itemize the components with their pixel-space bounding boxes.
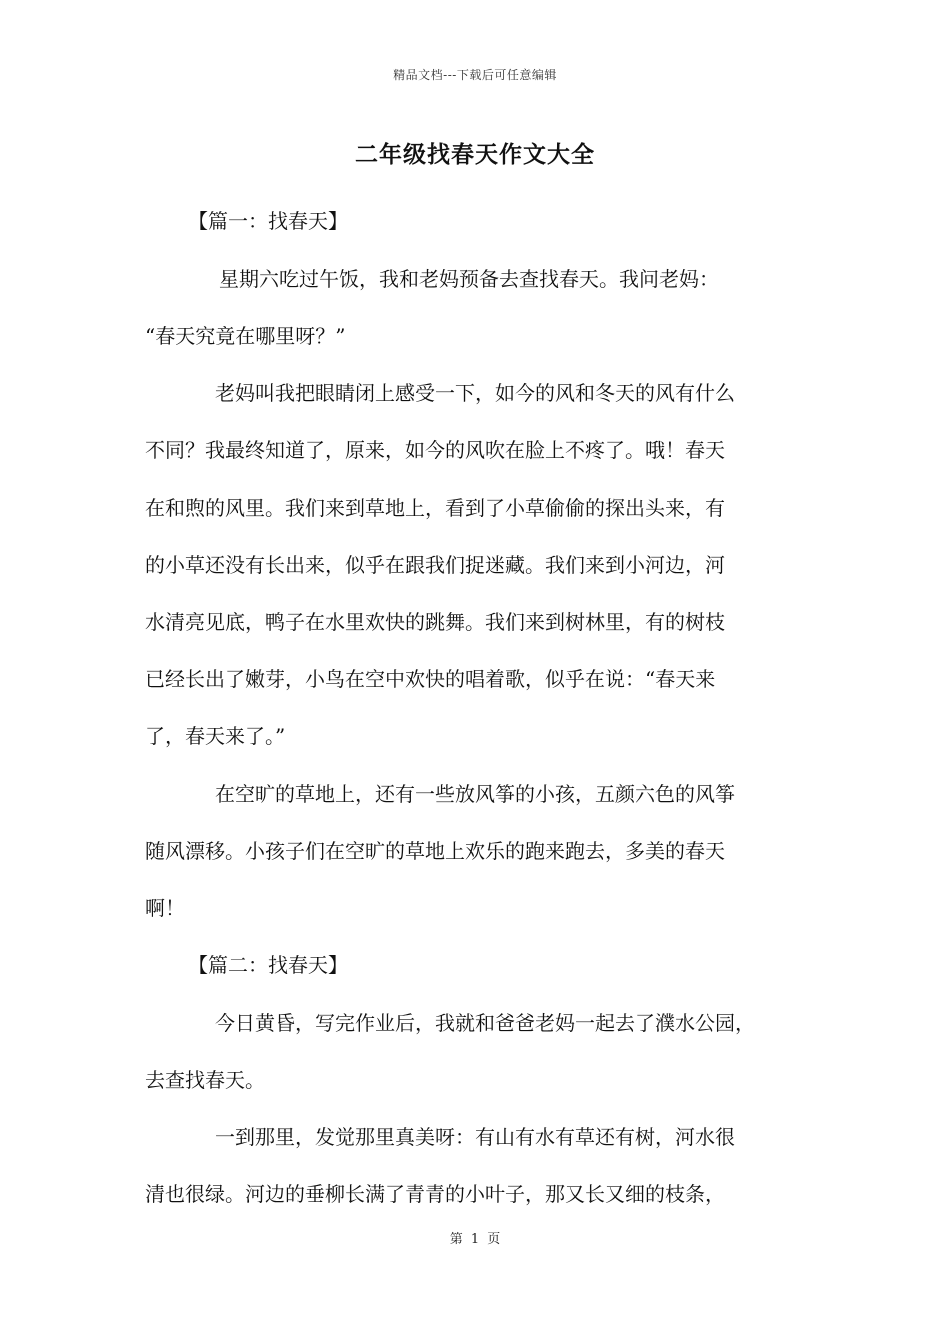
- paragraph-line: 随风漂移。小孩子们在空旷的草地上欢乐的跑来跑去，多美的春天: [145, 839, 725, 863]
- paragraph-line: 水清亮见底，鸭子在水里欢快的跳舞。我们来到树林里，有的树枝: [145, 610, 725, 634]
- paragraph-line: 在空旷的草地上，还有一些放风筝的小孩，五颜六色的风筝: [215, 782, 735, 806]
- paragraph-line: 清也很绿。河边的垂柳长满了青青的小叶子，那又长又细的枝条，: [145, 1182, 725, 1206]
- paragraph-line: 老妈叫我把眼睛闭上感受一下，如今的风和冬天的风有什么: [215, 381, 735, 405]
- page-number: 第 1 页: [449, 1232, 501, 1247]
- section-heading-1: 【篇一：找春天】: [188, 209, 348, 233]
- paragraph-line: 星期六吃过午饭，我和老妈预备去查找春天。我问老妈：: [219, 267, 719, 291]
- paragraph-line: 去查找春天。: [145, 1068, 265, 1092]
- paragraph-line: 不同？我最终知道了，原来，如今的风吹在脸上不疼了。哦！春天: [145, 438, 725, 462]
- page-header: 精品文档---下载后可任意编辑: [393, 68, 557, 82]
- paragraph-line: 今日黄昏，写完作业后，我就和爸爸老妈一起去了濮水公园，: [215, 1011, 755, 1035]
- paragraph-line: 已经长出了嫩芽，小鸟在空中欢快的唱着歌，似乎在说：“春天来: [145, 667, 716, 691]
- document-title: 二年级找春天作文大全: [355, 141, 595, 168]
- paragraph-line: 了，春天来了。”: [145, 724, 286, 748]
- paragraph-line: “春天究竟在哪里呀？”: [145, 324, 346, 348]
- paragraph-line: 的小草还没有长出来，似乎在跟我们捉迷藏。我们来到小河边，河: [145, 553, 725, 577]
- paragraph-line: 啊！: [145, 896, 185, 920]
- paragraph-line: 在和煦的风里。我们来到草地上，看到了小草偷偷的探出头来，有: [145, 496, 725, 520]
- paragraph-line: 一到那里，发觉那里真美呀：有山有水有草还有树，河水很: [215, 1125, 735, 1149]
- section-heading-2: 【篇二：找春天】: [188, 953, 348, 977]
